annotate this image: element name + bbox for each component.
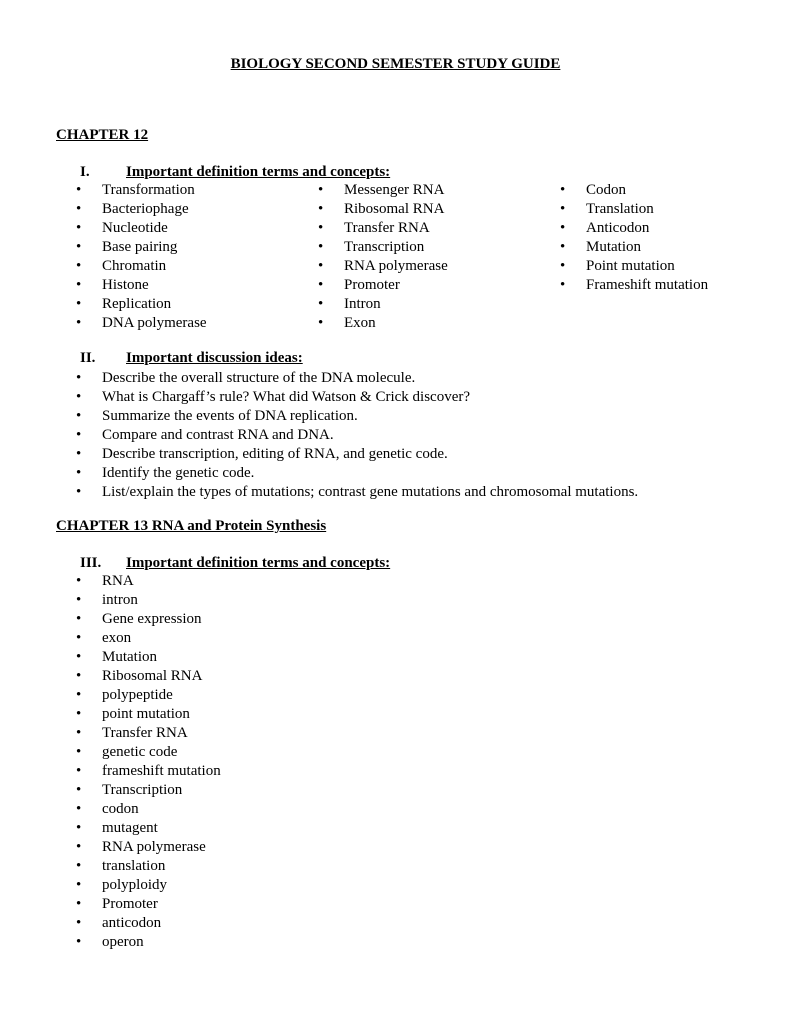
- term-list-item: • Ribosomal RNA: [318, 200, 448, 219]
- term-list-item: • Intron: [318, 295, 448, 314]
- term-list-item: • operon: [76, 933, 221, 952]
- discussion-list-item: • Describe transcription, editing of RNA, and genetic code.: [76, 445, 638, 464]
- discussion-list-item: • Compare and contrast RNA and DNA.: [76, 426, 638, 445]
- term-list-item: • Exon: [318, 314, 448, 333]
- term-list-item: • Anticodon: [560, 219, 708, 238]
- term-list-item: • Promoter: [76, 895, 221, 914]
- chapter-12-terms-column-3: [560, 181, 708, 295]
- term-list-item: • Frameshift mutation: [560, 276, 708, 295]
- section-1-heading: [80, 164, 390, 181]
- term-list-item: • Ribosomal RNA: [76, 667, 221, 686]
- term-list-item: • codon: [76, 800, 221, 819]
- term-list-item: • Transformation: [76, 181, 207, 200]
- section-2-number: II.: [80, 350, 96, 366]
- term-list-item: • Gene expression: [76, 610, 221, 629]
- term-list-item: • Mutation: [560, 238, 708, 257]
- term-list-item: • Codon: [560, 181, 708, 200]
- term-list-item: • RNA polymerase: [76, 838, 221, 857]
- term-list-item: • point mutation: [76, 705, 221, 724]
- chapter-13-terms-list: [76, 572, 221, 952]
- term-list-item: • DNA polymerase: [76, 314, 207, 333]
- term-list-item: • Transcription: [318, 238, 448, 257]
- term-list-item: • Point mutation: [560, 257, 708, 276]
- term-list-item: • Nucleotide: [76, 219, 207, 238]
- chapter-12-heading: CHAPTER 12: [56, 127, 149, 143]
- term-list-item: • anticodon: [76, 914, 221, 933]
- term-list-item: • exon: [76, 629, 221, 648]
- term-list-item: • frameshift mutation: [76, 762, 221, 781]
- chapter-12-terms-column-1: [76, 181, 207, 333]
- section-2-heading: [80, 350, 303, 367]
- term-list-item: • Transfer RNA: [318, 219, 448, 238]
- term-list-item: • Transcription: [76, 781, 221, 800]
- term-list-item: • Base pairing: [76, 238, 207, 257]
- term-list-item: • Mutation: [76, 648, 221, 667]
- section-3-number: III.: [80, 555, 102, 571]
- term-list-item: • Promoter: [318, 276, 448, 295]
- section-3-heading: [80, 555, 390, 572]
- section-1-number: I.: [80, 164, 90, 180]
- term-list-item: • Chromatin: [76, 257, 207, 276]
- term-list-item: • Bacteriophage: [76, 200, 207, 219]
- chapter-13-heading: CHAPTER 13 RNA and Protein Synthesis: [56, 518, 327, 534]
- term-list-item: • genetic code: [76, 743, 221, 762]
- discussion-list-item: • List/explain the types of mutations; contrast gene mutations and chromosomal mutations.: [76, 483, 638, 502]
- discussion-list-item: • Describe the overall structure of the DNA molecule.: [76, 369, 638, 388]
- discussion-list-item: • Summarize the events of DNA replication.: [76, 407, 638, 426]
- term-list-item: • intron: [76, 591, 221, 610]
- section-1-title: Important definition terms and concepts:: [126, 164, 391, 180]
- term-list-item: • Replication: [76, 295, 207, 314]
- chapter-12-terms-column-2: [318, 181, 448, 333]
- section-3-title: Important definition terms and concepts:: [126, 555, 391, 571]
- term-list-item: • mutagent: [76, 819, 221, 838]
- discussion-list-item: • What is Chargaff’s rule? What did Watson & Crick discover?: [76, 388, 638, 407]
- discussion-list-item: • Identify the genetic code.: [76, 464, 638, 483]
- section-2-title: Important discussion ideas:: [126, 350, 303, 366]
- term-list-item: • RNA polymerase: [318, 257, 448, 276]
- discussion-ideas-list: [76, 369, 638, 502]
- document-title: BIOLOGY SECOND SEMESTER STUDY GUIDE: [230, 56, 561, 72]
- term-list-item: • Translation: [560, 200, 708, 219]
- term-list-item: • Histone: [76, 276, 207, 295]
- term-list-item: • Transfer RNA: [76, 724, 221, 743]
- term-list-item: • RNA: [76, 572, 221, 591]
- term-list-item: • Messenger RNA: [318, 181, 448, 200]
- term-list-item: • polyploidy: [76, 876, 221, 895]
- term-list-item: • polypeptide: [76, 686, 221, 705]
- term-list-item: • translation: [76, 857, 221, 876]
